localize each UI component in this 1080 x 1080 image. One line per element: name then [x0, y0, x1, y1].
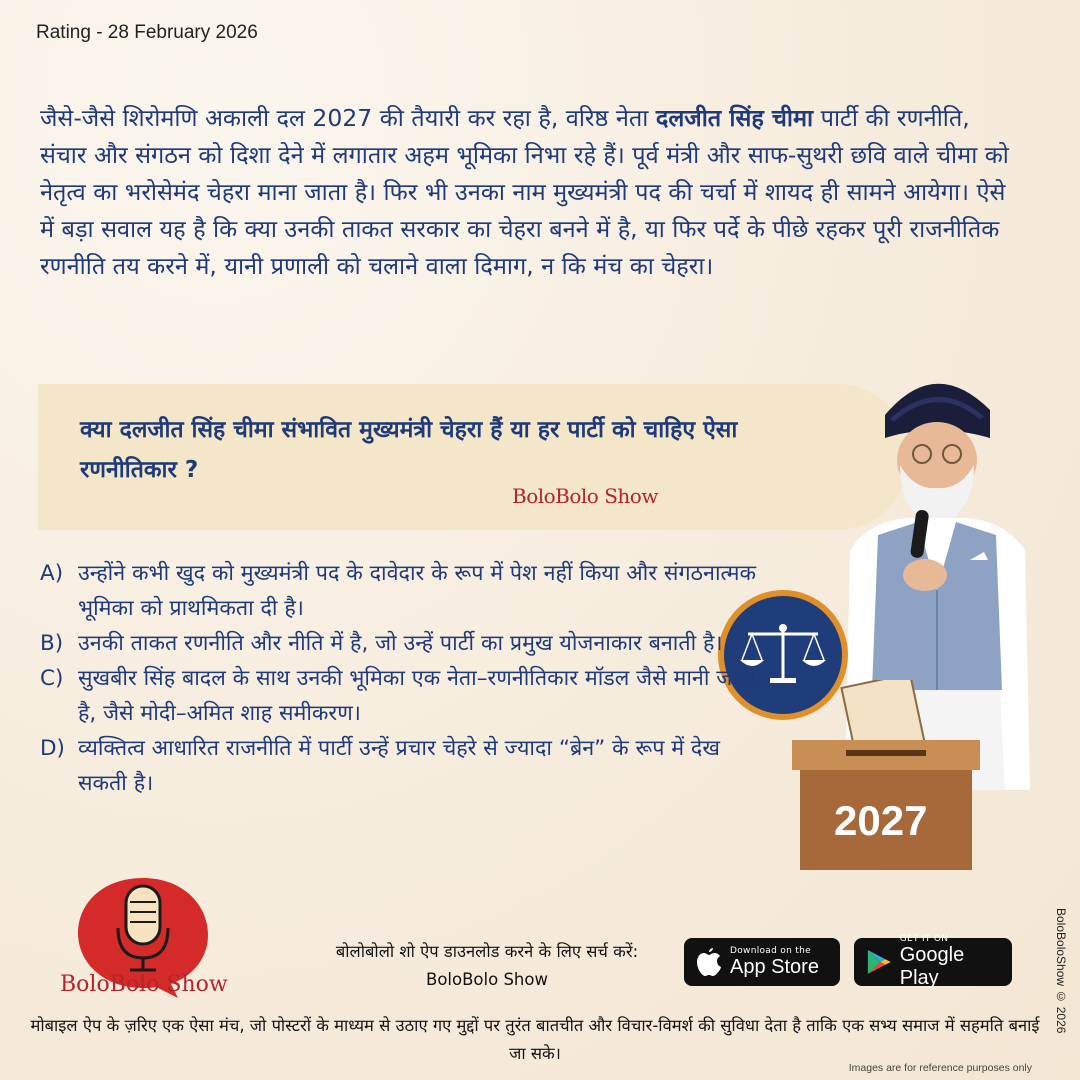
footer-logo-text: BoloBolo Show	[60, 972, 228, 997]
app-search-line2: BoloBolo Show	[426, 970, 548, 989]
intro-text-2: पार्टी की रणनीति, संचार और संगठन को दिशा देने में लगातार अहम भूमिका निभा रहे हैं। पूर्व मंत्री और साफ-सुथरी छवि वाले चीमा को नेतृत्व का भरोसेमंद चेहरा माना जाता है। फिर भी उनका नाम मुख्यमंत्री पद की चर्चा में शायद ही सामने आयेगा। ऐसे में बड़ा सवाल यह है कि क्या उनकी ताकत सरकार का चेहरा बनने में है, या फिर पर्दे के पीछे रहकर पूरी राजनीतिक रणनीति तय करने में, यानी प्रणाली को चलाने वाला दिमाग, न कि मंच का चेहरा।	[40, 104, 1009, 280]
image-disclaimer: Images are for reference purposes only	[848, 1062, 1032, 1074]
option-letter: C)	[40, 666, 64, 691]
option-b[interactable]	[40, 626, 770, 661]
app-store-button[interactable]	[684, 938, 840, 986]
apple-icon	[696, 947, 722, 977]
google-play-icon	[866, 947, 892, 977]
option-a[interactable]	[40, 556, 770, 626]
option-letter: A)	[40, 561, 64, 586]
brand-tag: BoloBolo Show	[512, 484, 658, 508]
option-letter: B)	[40, 631, 64, 656]
option-text: उनकी ताकत रणनीति और नीति में है, जो उन्हें पार्टी का प्रमुख योजनाकार बनाती है।	[78, 631, 723, 656]
copyright-notice: BoloBoloShow © 2026	[1054, 908, 1068, 1034]
answer-options	[40, 556, 770, 801]
option-text: सुखबीर सिंह बादल के साथ उनकी भूमिका एक नेता–रणनीतिकार मॉडल जैसे मानी जाती है, जैसे मोदी–अमित शाह समीकरण।	[78, 666, 756, 726]
option-text: उन्होंने कभी खुद को मुख्यमंत्री पद के दावेदार के रूप में पेश नहीं किया और संगठनात्मक भूमिका को प्राथमिकता दी है।	[78, 561, 756, 621]
intro-paragraph	[40, 100, 1010, 285]
option-text: व्यक्तित्व आधारित राजनीति में पार्टी उन्हें प्रचार चेहरे से ज्यादा “ब्रेन” के रूप में देख सकती है।	[78, 736, 720, 796]
option-c[interactable]	[40, 661, 770, 731]
app-search-text	[292, 938, 682, 994]
option-letter: D)	[40, 736, 65, 761]
google-play-button[interactable]	[854, 934, 1012, 989]
ballot-year: 2027	[834, 797, 928, 844]
poll-question: क्या दलजीत सिंह चीमा संभावित मुख्यमंत्री चेहरा हैं या हर पार्टी को चाहिए ऐसा रणनीतिकार ?	[80, 417, 738, 483]
app-search-line1: बोलोबोलो शो ऐप डाउनलोड करने के लिए सर्च करें:	[335, 942, 639, 961]
app-store-small-label: Download on the	[730, 945, 811, 956]
footer-description: मोबाइल ऐप के ज़रिए एक ऐसा मंच, जो पोस्टरों के माध्यम से उठाए गए मुद्दों पर तुरंत बातचीत और विचार-विमर्श की सुविधा देता है ताकि एक सभ्य समाज में सहमति बनाई जा सके।	[30, 1016, 1040, 1063]
google-play-label: Google Play	[899, 944, 965, 989]
intro-highlight-name: दलजीत सिंह चीमा	[655, 104, 814, 132]
option-d[interactable]	[40, 731, 770, 801]
google-play-small-label: GET IT ON	[899, 934, 949, 944]
app-store-label: App Store	[730, 955, 819, 978]
rating-date: Rating - 28 February 2026	[36, 22, 258, 43]
intro-text-1: जैसे-जैसे शिरोमणि अकाली दल 2027 की तैयारी कर रहा है, वरिष्ठ नेता	[40, 104, 656, 132]
